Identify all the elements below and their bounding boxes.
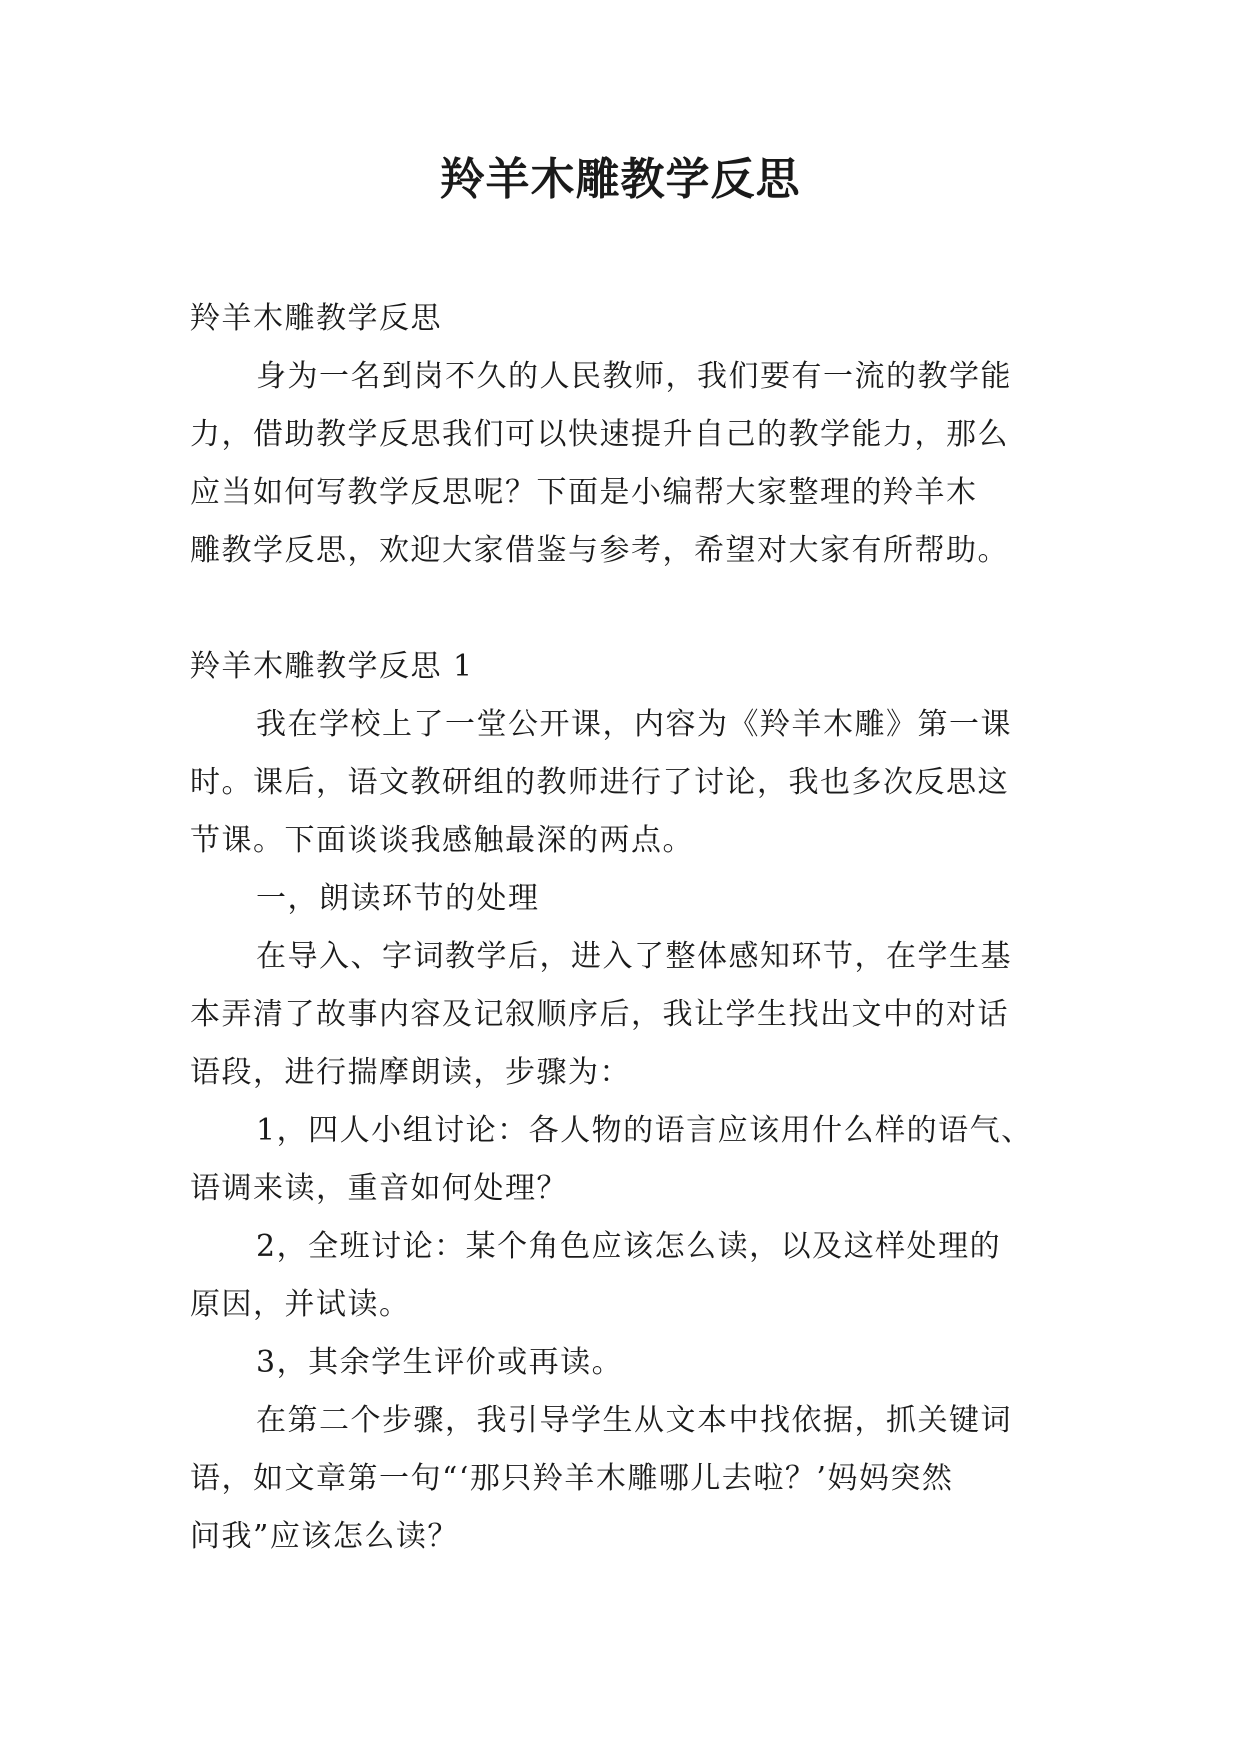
paragraph-line: 语，如文章第一句“‘那只羚羊木雕哪儿去啦？’妈妈突然 [190,1461,954,1496]
section-heading: 羚羊木雕教学反思 [190,301,442,336]
paragraph-line: 雕教学反思，欢迎大家借鉴与参考，希望对大家有所帮助。 [190,533,1009,568]
list-item-line: 原因，并试读。 [190,1287,411,1322]
list-item-line: 3，其余学生评价或再读。 [256,1345,624,1380]
subheading-line: 一，朗读环节的处理 [256,881,540,916]
paragraph-line: 节课。下面谈谈我感触最深的两点。 [190,823,694,858]
document-title: 羚羊木雕教学反思 [440,154,801,205]
blank-line [190,580,1060,638]
section-heading: 羚羊木雕教学反思 1 [190,649,474,684]
paragraph-line: 在第二个步骤，我引导学生从文本中找依据，抓关键词 [256,1403,1012,1438]
paragraph-line: 本弄清了故事内容及记叙顺序后，我让学生找出文中的对话 [190,997,1009,1032]
list-item-line: 语调来读，重音如何处理？ [190,1171,568,1206]
paragraph-line: 应当如何写教学反思呢？下面是小编帮大家整理的羚羊木 [190,475,978,510]
paragraph-line: 力，借助教学反思我们可以快速提升自己的教学能力，那么 [190,417,1009,452]
document-body [190,290,1060,1566]
list-item-line: 1，四人小组讨论：各人物的语言应该用什么样的语气、 [256,1113,1033,1148]
paragraph-line: 身为一名到岗不久的人民教师，我们要有一流的教学能 [256,359,1012,394]
paragraph-line: 我在学校上了一堂公开课，内容为《羚羊木雕》第一课 [256,707,1012,742]
paragraph-line: 问我”应该怎么读？ [190,1519,459,1554]
paragraph-line: 时。课后，语文教研组的教师进行了讨论，我也多次反思这 [190,765,1009,800]
paragraph-line: 在导入、字词教学后，进入了整体感知环节，在学生基 [256,939,1012,974]
list-item-line: 2，全班讨论：某个角色应该怎么读，以及这样处理的 [256,1229,1002,1264]
paragraph-line: 语段，进行揣摩朗读，步骤为： [190,1055,631,1090]
